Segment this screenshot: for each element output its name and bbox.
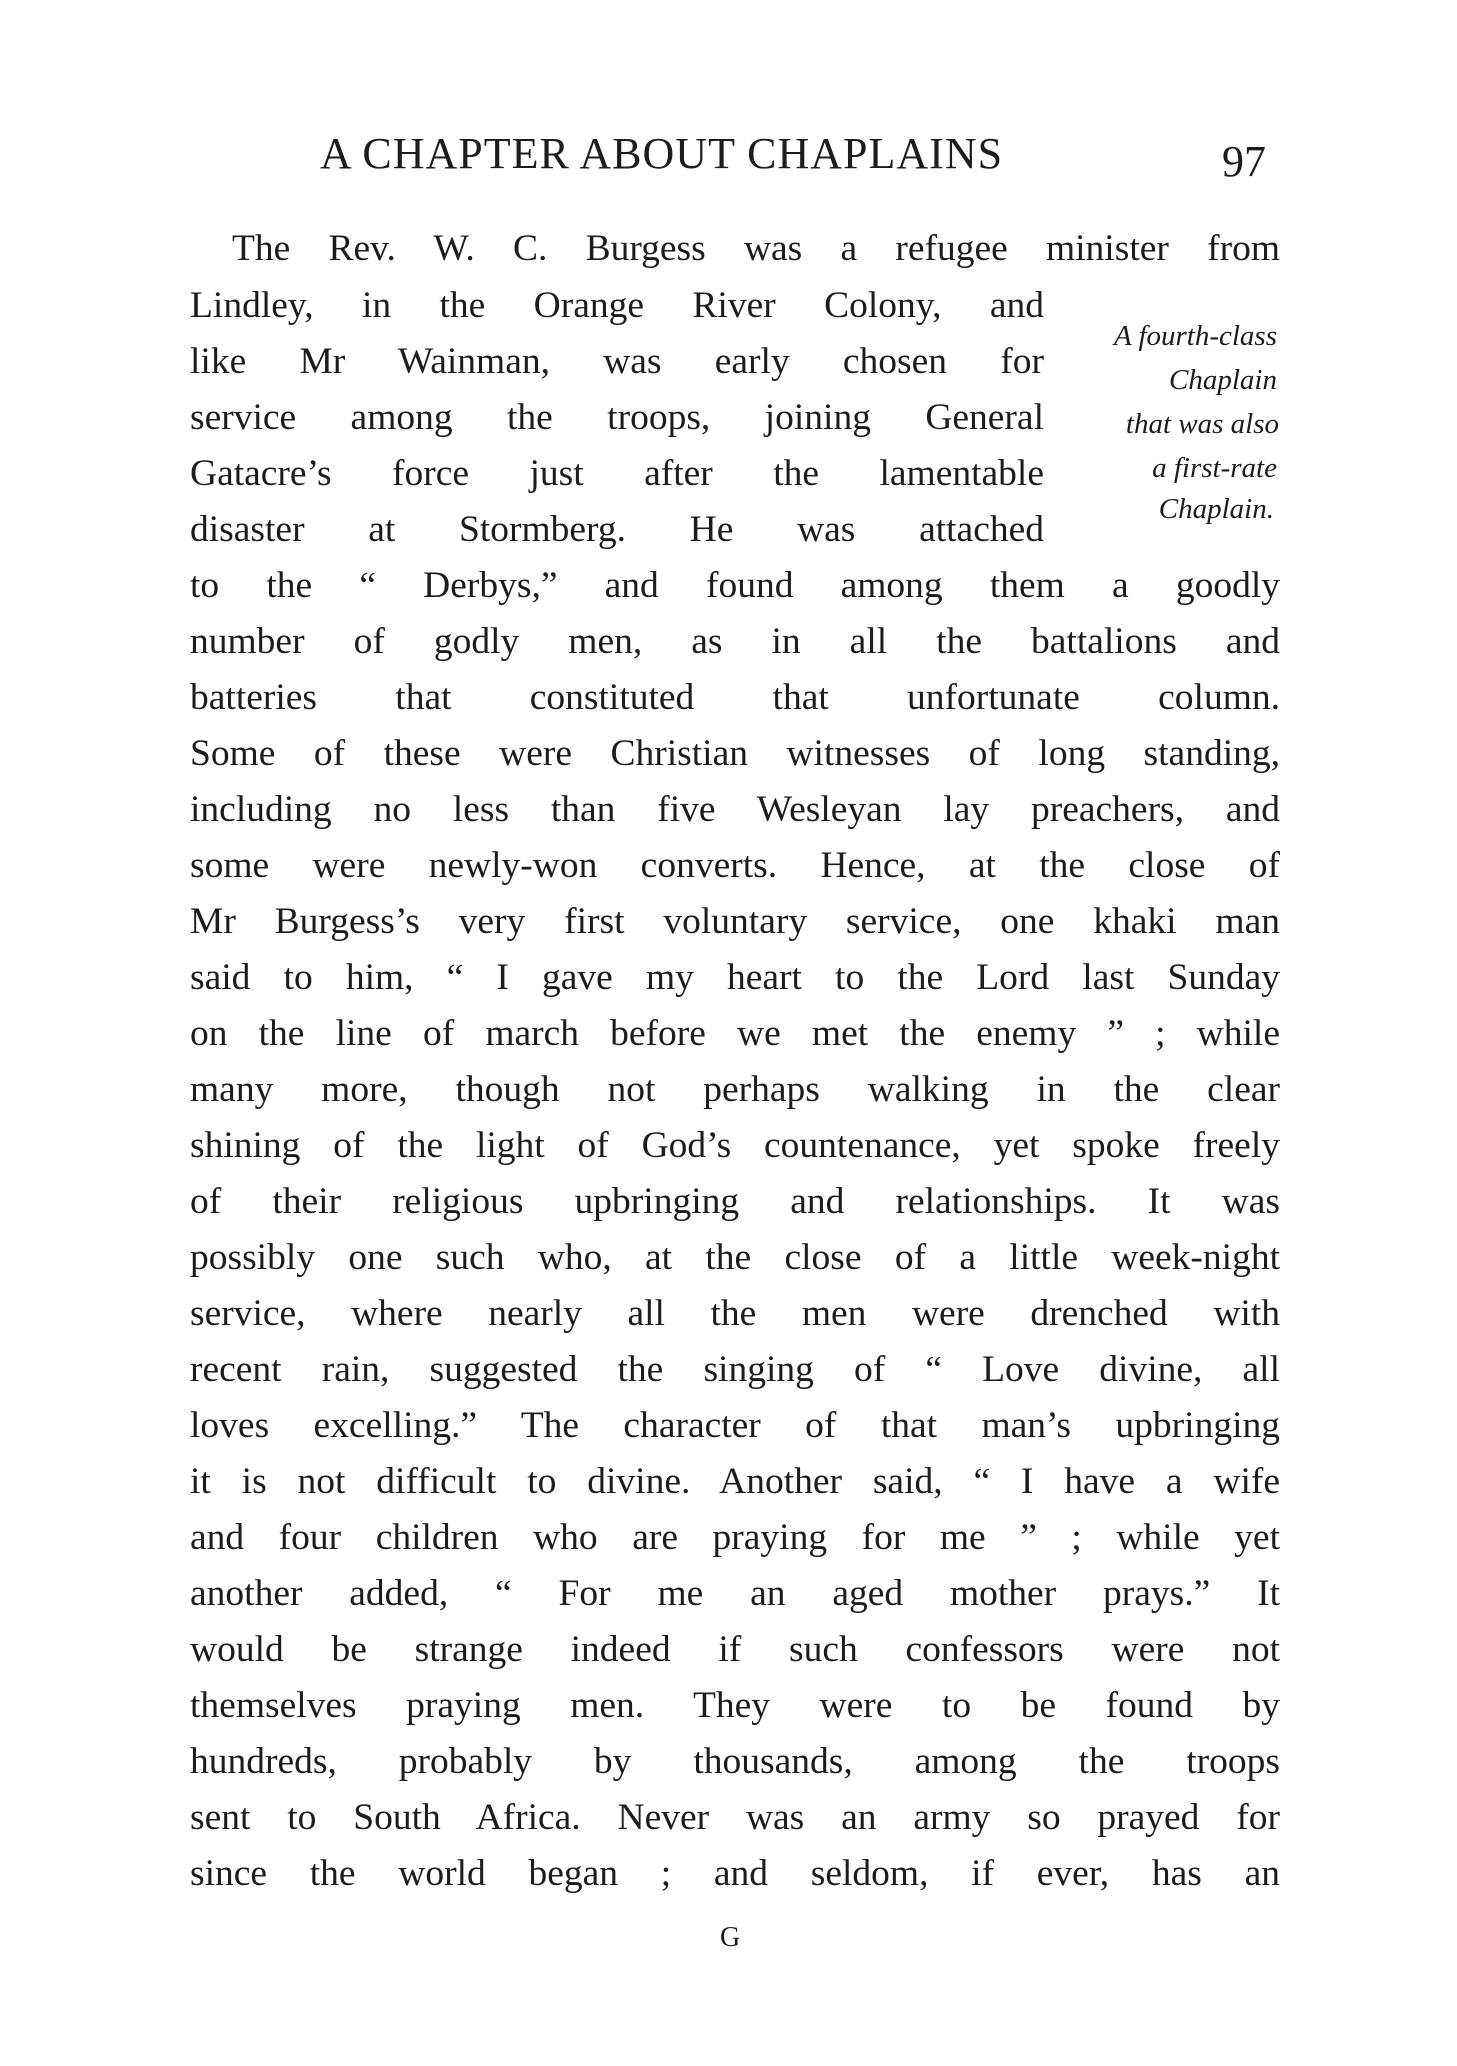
body-line: of their religious upbringing and relationships. It was: [190, 1181, 1280, 1222]
body-line: loves excelling.” The character of that man’s upbringing: [190, 1405, 1280, 1446]
body-line: since the world began ; and seldom, if ever, has an: [190, 1853, 1280, 1894]
body-line: Mr Burgess’s very first voluntary service, one khaki man: [190, 901, 1280, 942]
margin-note-line: Chaplain.: [1158, 493, 1274, 525]
body-line: many more, though not perhaps walking in the clear: [190, 1069, 1280, 1110]
body-line: number of godly men, as in all the battalions and: [190, 621, 1280, 662]
body-line: Lindley, in the Orange River Colony, and: [190, 285, 1044, 326]
body-line: themselves praying men. They were to be found by: [190, 1685, 1280, 1726]
running-title: A CHAPTER ABOUT CHAPLAINS: [320, 129, 1004, 178]
margin-note-line: that was also: [1125, 408, 1279, 440]
body-line: to the “ Derbys,” and found among them a goodly: [190, 565, 1280, 606]
body-line: some were newly-won converts. Hence, at the close of: [190, 845, 1280, 886]
body-line: service, where nearly all the men were drenched with: [190, 1293, 1280, 1334]
body-line: shining of the light of God’s countenance, yet spoke freely: [190, 1125, 1280, 1166]
body-line: another added, “ For me an aged mother prays.” It: [190, 1573, 1280, 1614]
body-line: recent rain, suggested the singing of “ Love divine, all: [190, 1349, 1280, 1390]
body-line: including no less than five Wesleyan lay preachers, and: [190, 789, 1280, 830]
body-line: and four children who are praying for me ” ; while yet: [190, 1517, 1280, 1558]
body-line: service among the troops, joining General: [190, 397, 1044, 438]
body-line: disaster at Stormberg. He was attached: [190, 509, 1044, 550]
body-line: Gatacre’s force just after the lamentable: [190, 453, 1044, 494]
signature-mark: G: [720, 1922, 741, 1953]
margin-note-line: a first-rate: [1152, 452, 1277, 484]
body-line: batteries that constituted that unfortunate column.: [190, 677, 1280, 718]
body-line: it is not difficult to divine. Another said, “ I have a wife: [190, 1461, 1280, 1502]
body-line: possibly one such who, at the close of a little week-night: [190, 1237, 1280, 1278]
body-line: The Rev. W. C. Burgess was a refugee minister from: [232, 228, 1280, 269]
margin-note-line: Chaplain: [1169, 364, 1277, 396]
body-line: hundreds, probably by thousands, among the troops: [190, 1741, 1280, 1782]
body-line: sent to South Africa. Never was an army so prayed for: [190, 1797, 1280, 1838]
body-line: on the line of march before we met the enemy ” ; while: [190, 1013, 1280, 1054]
page-number: 97: [1222, 137, 1266, 186]
body-line: Some of these were Christian witnesses of long standing,: [190, 733, 1280, 774]
body-line: like Mr Wainman, was early chosen for: [190, 341, 1044, 382]
body-line: said to him, “ I gave my heart to the Lord last Sunday: [190, 957, 1280, 998]
body-line: would be strange indeed if such confessors were not: [190, 1629, 1280, 1670]
margin-note-line: A fourth-class: [1114, 320, 1277, 352]
